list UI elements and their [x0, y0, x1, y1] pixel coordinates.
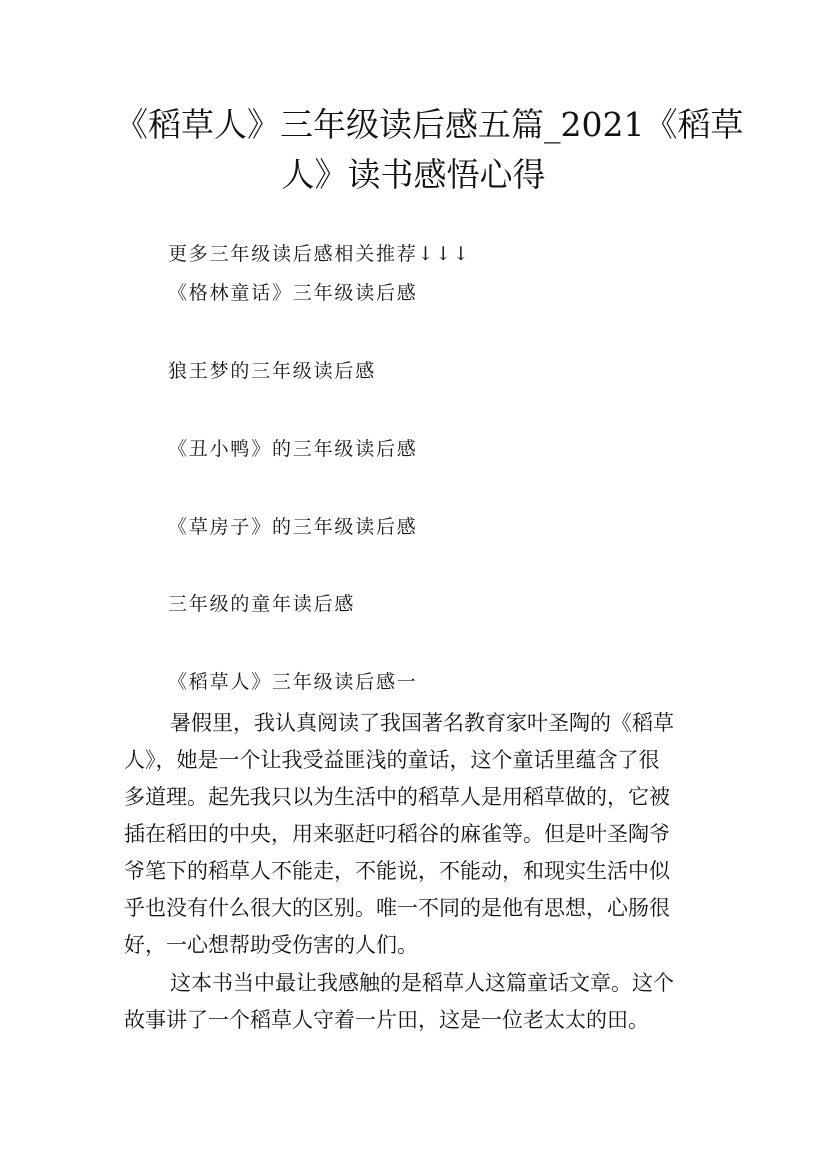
document-title: [115, 100, 744, 200]
recommend-link-ugly-duckling[interactable]: 《丑小鸭》的三年级读后感: [168, 438, 418, 460]
paragraph-line: 插在稻田的中央，用来驱赶叼稻谷的麻雀等。但是叶圣陶爷: [124, 822, 670, 846]
recommend-link-childhood[interactable]: 三年级的童年读后感: [168, 593, 356, 615]
document-title-line-2: 人》读书感悟心得: [281, 155, 546, 194]
recommend-heading: 更多三年级读后感相关推荐↓↓↓: [168, 243, 471, 265]
paragraph-line: 这本书当中最让我感触的是稻草人这篇童话文章。这个: [170, 971, 674, 995]
essay-paragraph-2: [124, 965, 704, 1039]
document-title-line-1: 《稻草人》三年级读后感五篇_2021《稻草: [115, 105, 744, 144]
essay-paragraph-1: [124, 705, 704, 964]
paragraph-line: 爷笔下的稻草人不能走，不能说，不能动，和现实生活中似: [124, 859, 670, 883]
paragraph-line: 好，一心想帮助受伤害的人们。: [124, 933, 418, 957]
paragraph-line: 暑假里，我认真阅读了我国著名教育家叶圣陶的《稻草: [170, 711, 674, 735]
paragraph-line: 乎也没有什么很大的区别。唯一不同的是他有思想，心肠很: [124, 896, 670, 920]
recommend-link-grimm-fairy-tales[interactable]: 《格林童话》三年级读后感: [168, 282, 418, 304]
paragraph-line: 人》，她是一个让我受益匪浅的童话，这个童话里蕴含了很: [124, 748, 660, 772]
section-heading-essay-one: 《稻草人》三年级读后感一: [168, 671, 418, 693]
paragraph-line: 故事讲了一个稻草人守着一片田，这是一位老太太的田。: [124, 1008, 649, 1032]
recommend-link-thatched-house[interactable]: 《草房子》的三年级读后感: [168, 516, 418, 538]
recommend-link-wolf-king-dream[interactable]: 狼王梦的三年级读后感: [168, 360, 377, 382]
paragraph-line: 多道理。起先我只以为生活中的稻草人是用稻草做的，它被: [124, 785, 670, 809]
